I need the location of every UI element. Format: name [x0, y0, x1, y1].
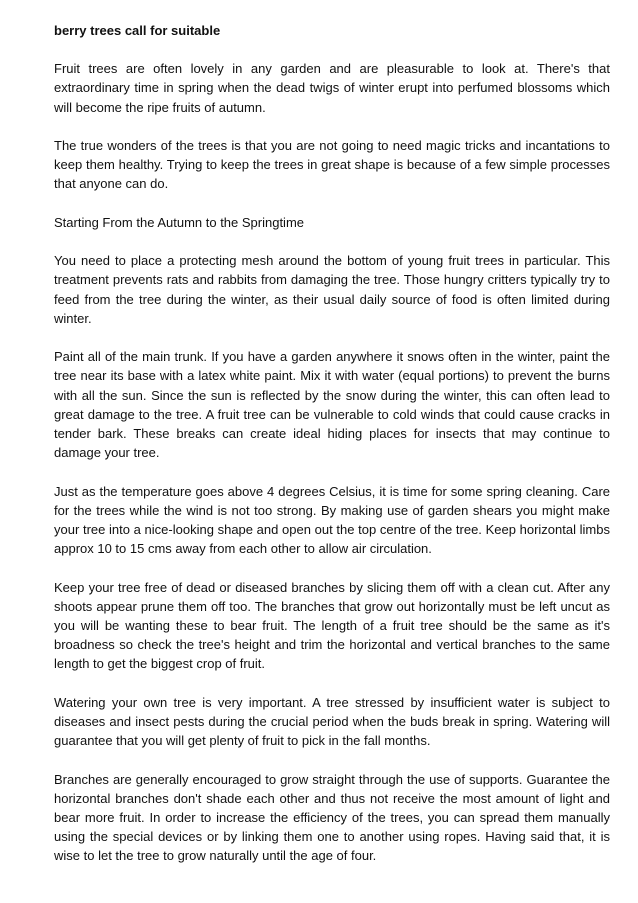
document-page: [54, 21, 610, 885]
paragraph-pruning: Keep your tree free of dead or diseased branches by slicing them off with a clean cut. After any shoots appear prune them off too. The branches that grow out horizontally must be left uncut as you will be wanting these to bear fruit. The length of a fruit tree should be the same as it's broadness so check the tree's height and trim the horizontal and vertical branches to the same length to get the biggest crop of fruit.: [54, 579, 610, 672]
paragraph-paint: Paint all of the main trunk. If you have a garden anywhere it snows often in the winter, paint the tree near its base with a latex white paint. Mix it with water (equal portions) to prevent the burns with all the sun. Since the sun is reflected by the snow during the winter, this can often lead to great damage to the tree. A fruit tree can be vulnerable to cold winds that could cause cracks in tender bark. These breaks can create ideal hiding places for insects that may continue to damage your tree.: [54, 349, 610, 461]
document-title: berry trees call for suitable: [54, 23, 221, 38]
paragraph-watering: Watering your own tree is very important. A tree stressed by insufficient water is subject to diseases and insect pests during the crucial period when the buds break in spring. Watering will guarantee that you will get plenty of fruit to pick in the fall months.: [54, 694, 610, 749]
paragraph-wonders: The true wonders of the trees is that you are not going to need magic tricks and incantations to keep them healthy. Trying to keep the trees in great shape is because of a few simple processes that anyone can do.: [54, 138, 610, 192]
paragraph-spring-cleaning: Just as the temperature goes above 4 degrees Celsius, it is time for some spring cleaning. Care for the trees while the wind is not too strong. By making use of garden shears you might make your tree into a nice-looking shape and open out the top centre of the tree. Keep horizontal limbs approx 10 to 15 cms away from each other to allow air circulation.: [54, 483, 610, 557]
section-heading: Starting From the Autumn to the Springtime: [54, 214, 305, 230]
paragraph-mesh: You need to place a protecting mesh around the bottom of young fruit trees in particular. This treatment prevents rats and rabbits from damaging the tree. Those hungry critters typically try to feed from the tree during the winter, as their usual daily source of food is often limited during winter.: [54, 253, 610, 326]
paragraph-supports: Branches are generally encouraged to grow straight through the use of supports. Guarantee the horizontal branches don't shade each other and thus not receive the most amount of light and bear more fruit. In order to increase the efficiency of the trees, you can spread them manually using the special devices or by linking them one to another using ropes. Having said that, it is wise to let the tree to grow naturally until the age of four.: [54, 771, 610, 864]
paragraph-intro: Fruit trees are often lovely in any garden and are pleasurable to look at. There's that extraordinary time in spring when the dead twigs of winter erupt into perfumed blossoms which will become the ripe fruits of autumn.: [54, 61, 610, 115]
